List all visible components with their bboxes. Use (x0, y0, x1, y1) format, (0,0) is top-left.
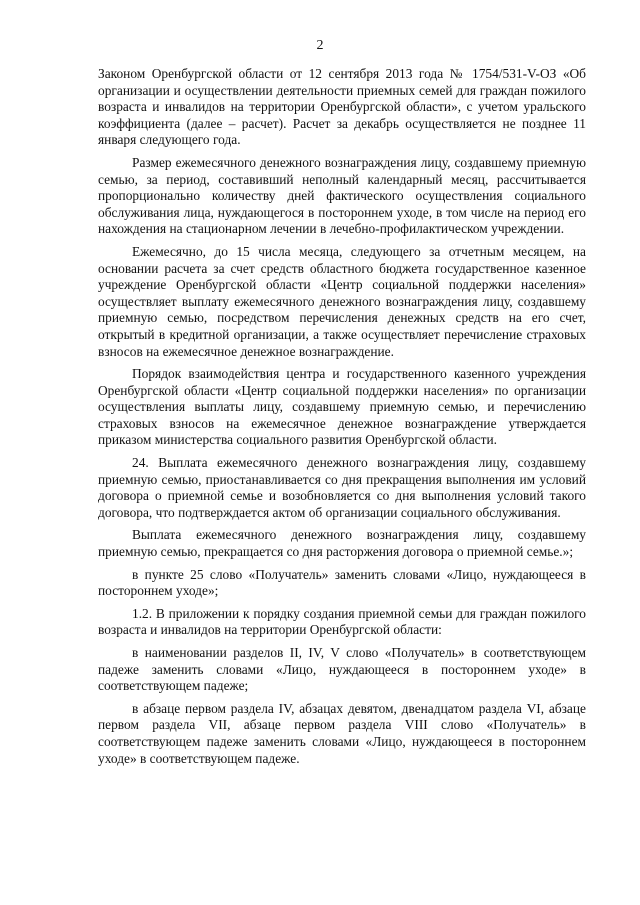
paragraph-monthly-payment: Ежемесячно, до 15 числа месяца, следующего за отчетным месяцем, на основании расчета за счет средств областного бюджета государственное казенное учреждение Оренбургской области «Центр социальной поддержки населения» осуществляет выплату ежемесячного денежного вознаграждения лицу, создавшему приемную семью, посредством перечисления денежных средств на его счет, открытый в кредитной организации, а также осуществляет перечисление страховых взносов на ежемесячное денежное вознаграждение. (98, 243, 586, 359)
document-body (98, 66, 586, 769)
page-number: 2 (316, 38, 324, 53)
paragraph-section-1-2: 1.2. В приложении к порядку создания приемной семьи для граждан пожилого возраста и инвалидов на территории Оренбургской области: (98, 605, 586, 638)
paragraph-partial-month: Размер ежемесячного денежного вознаграждения лицу, создавшему приемную семью, за период, составивший неполный календарный месяц, рассчитывается пропорционально количеству дней фактического осуществления социального обслуживания лица, нуждающегося в постороннем уходе, в том числе на период его нахождения на стационарном лечении в лечебно-профилактическом учреждении. (98, 154, 586, 237)
paragraph-item-24: 24. Выплата ежемесячного денежного вознаграждения лицу, создавшему приемную семью, приостанавливается со дня прекращения выполнения им условий договора о приемной семье и возобновляется со дня выполнения условий такого договора, что подтверждается актом об организации социального обслуживания. (98, 455, 586, 520)
paragraph-interaction-procedure: Порядок взаимодействия центра и государственного казенного учреждения Оренбургской области «Центр социальной поддержки населения» по организации осуществления выплаты лицу, создавшему приемную семью, и перечислению страховых взносов на ежемесячное денежное вознаграждение утверждается приказом министерства социального развития Оренбургской области. (98, 366, 586, 448)
paragraph-law-reference: Законом Оренбургской области от 12 сентября 2013 года № 1754/531-V-ОЗ «Об организации и осуществлении деятельности приемных семей для граждан пожилого возраста и инвалидов на территории Оренбургской области», с учетом уральского коэффициента (далее – расчет). Расчет за декабрь осуществляется не позднее 11 января следующего года. (98, 66, 586, 148)
paragraph-payment-termination: Выплата ежемесячного денежного вознаграждения лицу, создавшему приемную семью, прекращается со дня расторжения договора о приемной семье.»; (98, 527, 586, 560)
paragraph-sections-amendment: в абзаце первом раздела IV, абзацах девятом, двенадцатом раздела VI, абзаце первом раздела VII, абзаце первом раздела VIII слово «Получатель» в соответствующем падеже заменить словами «Лицо, нуждающееся в постороннем уходе» в соответствующем падеже. (98, 700, 586, 766)
paragraph-item-25-amendment: в пункте 25 слово «Получатель» заменить словами «Лицо, нуждающееся в постороннем уходе»; (98, 566, 586, 599)
paragraph-section-names-amendment: в наименовании разделов II, IV, V слово «Получатель» в соответствующем падеже заменить словами «Лицо, нуждающееся в постороннем уходе» в соответствующем падеже; (98, 645, 586, 694)
